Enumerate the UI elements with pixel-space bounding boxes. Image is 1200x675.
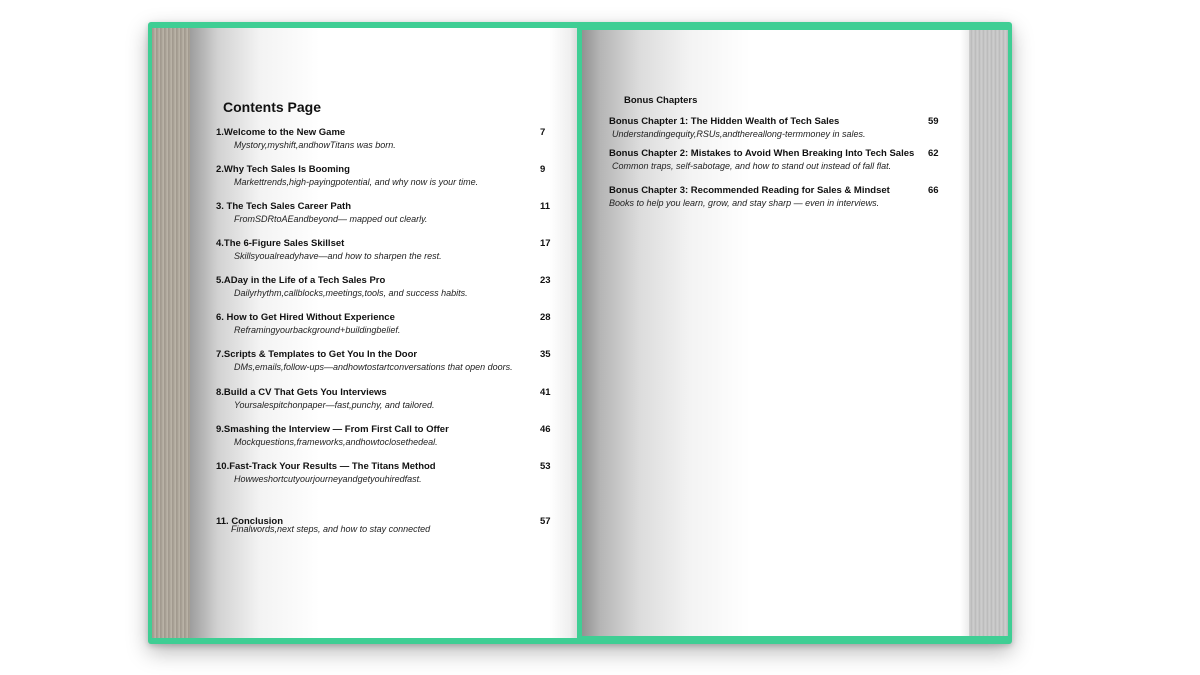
bonus-page-number: 62 [928,148,939,159]
toc-entry [216,201,427,224]
bonus-entry-desc: Common traps, self-sabotage, and how to stand out instead of fall flat. [612,161,892,171]
toc-entry-title: 11. Conclusion [216,516,284,527]
bonus-entry-desc: Books to help you learn, grow, and stay sharp — even in interviews. [609,198,880,208]
toc-entry-title: 2.Why Tech Sales Is Booming [216,164,350,175]
toc-entry-desc: Mockquestions,frameworks,andhowtoclosethedeal. [234,437,438,447]
bonus-entry-title: Bonus Chapter 2: Mistakes to Avoid When Breaking Into Tech Sales [609,148,915,159]
left-page-edges [152,28,190,638]
bonus-page-number: 66 [928,185,939,196]
toc-entry [216,424,449,447]
toc-entry [216,387,434,410]
toc-page-number: 23 [540,275,551,286]
toc-entry-title: 9.Smashing the Interview — From First Call to Offer [216,424,449,435]
bonus-entry-title: Bonus Chapter 3: Recommended Reading for Sales & Mindset [609,185,890,196]
toc-entry [216,127,396,150]
right-page-edges [968,30,1008,636]
bonus-entry [609,116,865,139]
toc-page-number: 28 [540,312,551,323]
toc-entry-desc: Dailyrhythm,callblocks,meetings,tools, and success habits. [234,288,468,298]
toc-entry [216,461,436,484]
toc-entry [216,164,478,187]
toc-page-number: 53 [540,461,551,472]
toc-entry-title: 8.Build a CV That Gets You Interviews [216,387,387,398]
toc-entry-desc: DMs,emails,follow-ups—andhowtostartconversations that open doors. [234,362,513,372]
toc-entry [216,349,513,372]
bonus-entry-title: Bonus Chapter 1: The Hidden Wealth of Tech Sales [609,116,840,127]
toc-entry [216,312,400,335]
toc-page-number: 9 [540,164,546,175]
toc-entry [216,238,442,261]
toc-entry-desc: Yoursalespitchonpaper—fast,punchy, and tailored. [234,400,435,410]
toc-entry-desc: Markettrends,high-payingpotential, and why now is your time. [234,177,479,187]
toc-entry-title: 6. How to Get Hired Without Experience [216,312,395,323]
toc-entry-desc: Mystory,myshift,andhowTitans was born. [234,140,396,150]
toc-page-number: 11 [540,201,551,212]
bonus-page-number: 59 [928,116,939,127]
toc-entry-desc: Skillsyoualreadyhave—and how to sharpen the rest. [234,251,442,261]
toc-page-number: 46 [540,424,551,435]
toc-page-number: 35 [540,349,551,360]
bonus-entry [609,185,890,208]
toc-entry-title: 10.Fast-Track Your Results — The Titans Method [216,461,436,472]
toc-page-number: 57 [540,516,551,527]
toc-page-number: 7 [540,127,546,138]
toc-entry-desc: FromSDRtoAEandbeyond— mapped out clearly. [234,214,428,224]
toc-page-number: 17 [540,238,551,249]
book-spine [577,24,582,642]
toc-entry-desc: Finalwords,next steps, and how to stay connected [231,524,431,534]
bonus-entry [609,148,914,171]
toc-entry-title: 7.Scripts & Templates to Get You In the Door [216,349,418,360]
bonus-entry-desc: Understandingequity,RSUs,andthereallong-termmoney in sales. [612,129,866,139]
toc-page-number: 41 [540,387,551,398]
toc-entry-title: 4.The 6-Figure Sales Skillset [216,238,345,249]
toc-entry-title: 3. The Tech Sales Career Path [216,201,351,212]
toc-entry-title: 5.ADay in the Life of a Tech Sales Pro [216,275,386,286]
bonus-chapters-heading: Bonus Chapters [624,95,698,106]
toc-entry [216,275,468,298]
toc-entry [216,516,430,534]
toc-entry-title: 1.Welcome to the New Game [216,127,346,138]
toc-entry-desc: Reframingyourbackground+buildingbelief. [234,325,401,335]
contents-title: Contents Page [223,99,322,115]
toc-entry-desc: Howweshortcutyourjourneyandgetyouhiredfast. [234,474,422,484]
